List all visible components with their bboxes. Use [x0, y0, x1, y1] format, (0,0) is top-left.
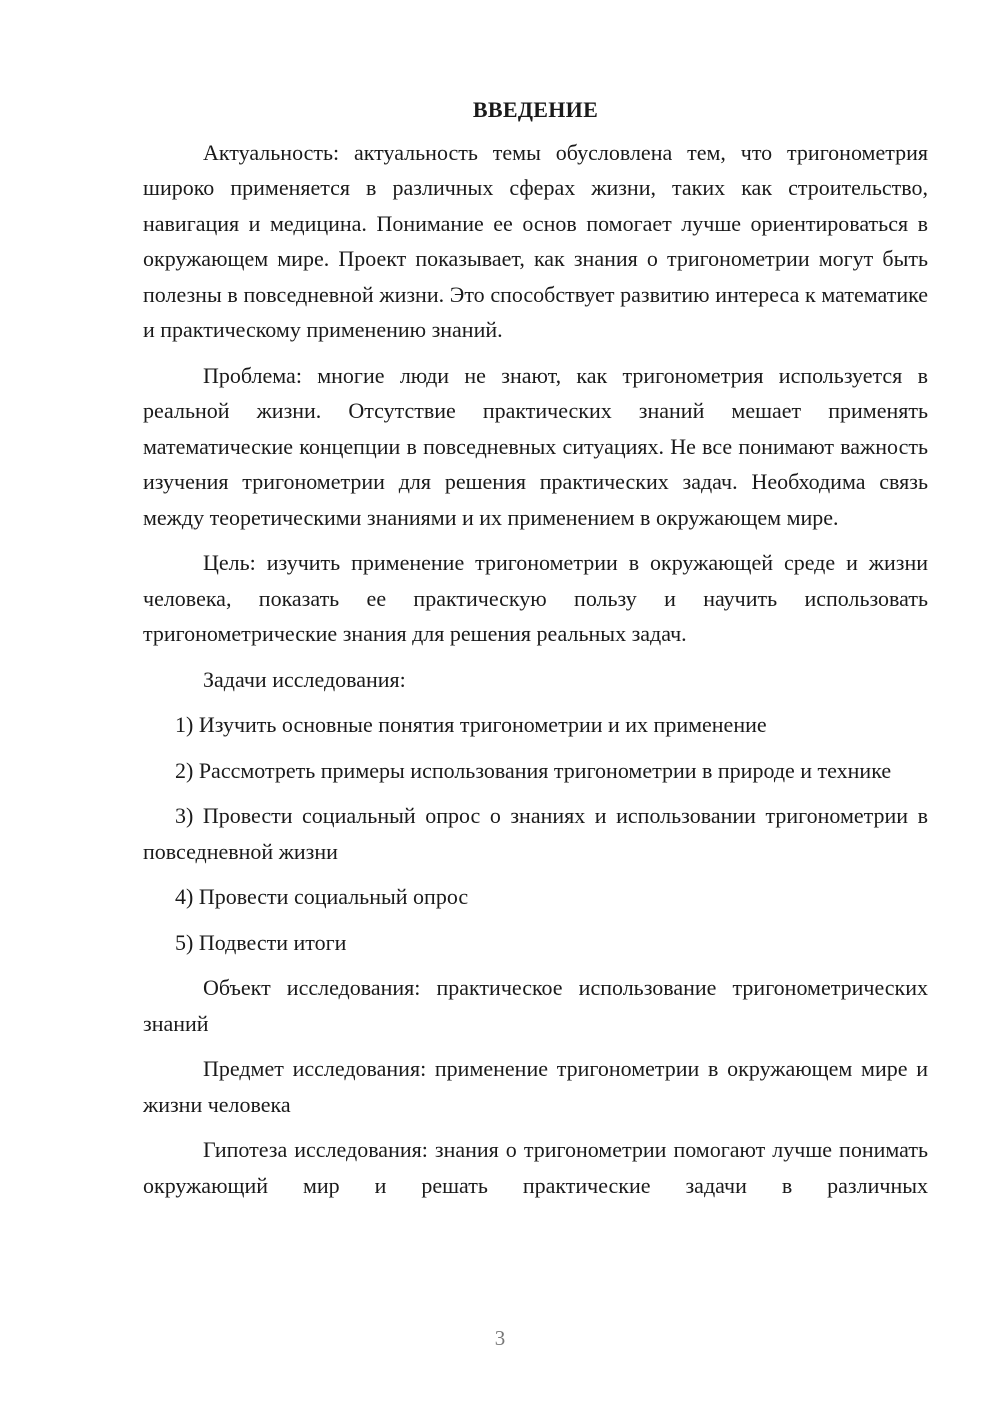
subject-paragraph: Предмет исследования: применение тригонометрии в окружающем мире и жизни человека: [143, 1056, 928, 1117]
task-item-2: 2) Рассмотреть примеры использования тригонометрии в природе и технике: [175, 757, 892, 783]
task-item-5: 5) Подвести итоги: [175, 929, 347, 955]
task-item-3: 3) Провести социальный опрос о знаниях и использовании тригонометрии в повседневной жизни: [143, 803, 928, 864]
goal-paragraph: Цель: изучить применение тригонометрии в окружающей среде и жизни человека, показать ее практическую пользу и научить использовать тригонометрические знания для решения реальных задач.: [143, 550, 928, 646]
object-paragraph: Объект исследования: практическое использование тригонометрических знаний: [143, 975, 928, 1036]
task-item-4: 4) Провести социальный опрос: [175, 884, 469, 909]
page-number: 3: [494, 1326, 506, 1350]
page-title: ВВЕДЕНИЕ: [472, 97, 599, 122]
task-item-1: 1) Изучить основные понятия тригонометрии и их применение: [175, 712, 767, 737]
tasks-heading: Задачи исследования:: [203, 666, 406, 692]
document-page: [143, 92, 928, 1213]
problem-paragraph: Проблема: многие люди не знают, как тригонометрия используется в реальной жизни. Отсутствие практических знаний мешает применять математические концепции в повседневных ситуациях. Не все понимают важность изучения тригонометрии для решения практических задач. Необходима связь между теоретическими знаниями и их применением в окружающем мире.: [143, 362, 928, 530]
relevance-paragraph: Актуальность: актуальность темы обусловлена тем, что тригонометрия широко применяется в различных сферах жизни, таких как строительство, навигация и медицина. Понимание ее основ помогает лучше ориентироваться в окружающем мире. Проект показывает, как знания о тригонометрии могут быть полезны в повседневной жизни. Это способствует развитию интереса к математике и практическому применению знаний.: [143, 139, 928, 342]
hypothesis-paragraph: Гипотеза исследования: знания о тригонометрии помогают лучше понимать окружающий мир и решать практические задачи в различных: [143, 1137, 928, 1198]
